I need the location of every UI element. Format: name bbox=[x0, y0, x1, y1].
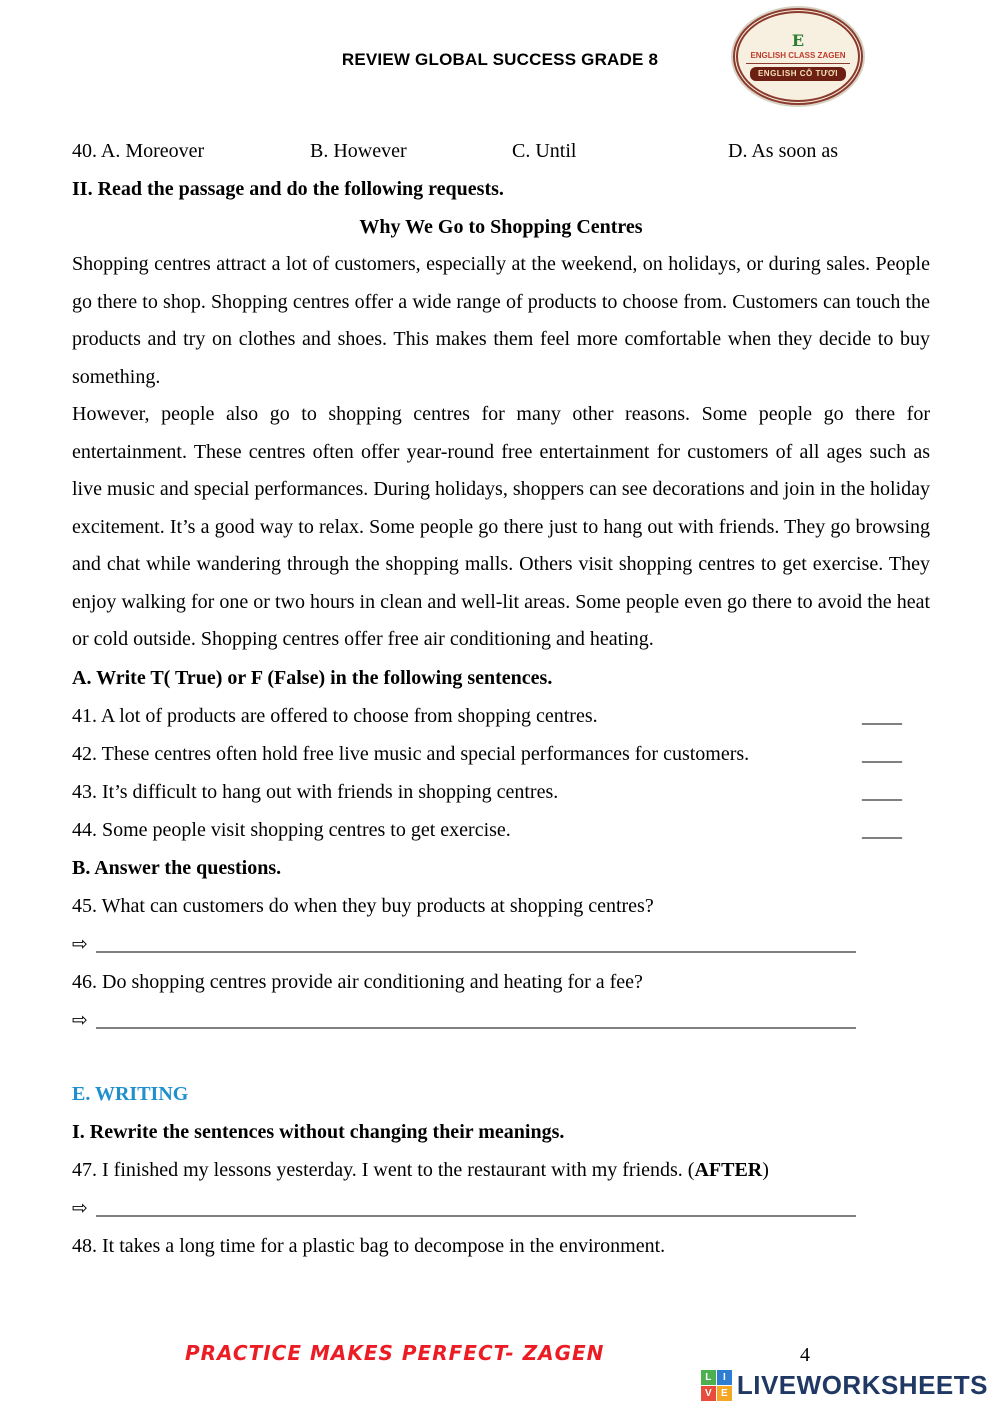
answer-blank[interactable]: ____________________________________________________________________________ bbox=[95, 932, 856, 955]
tf-answer-blank[interactable]: ____ bbox=[862, 742, 902, 765]
passage-title: Why We Go to Shopping Centres bbox=[359, 216, 643, 238]
liveworksheets-logo bbox=[701, 1370, 988, 1401]
right-arrow-icon: ⇨ bbox=[72, 1196, 88, 1219]
logo-title: ENGLISH CLASS ZAGEN bbox=[746, 51, 849, 64]
question-40-option-d: D. As soon as bbox=[728, 140, 839, 162]
english-class-logo bbox=[733, 8, 863, 105]
section-e-heading: E. WRITING bbox=[72, 1082, 189, 1105]
section-ii-heading: II. Read the passage and do the following requests. bbox=[72, 178, 504, 200]
brand-square-e: E bbox=[717, 1386, 732, 1401]
tf-item-text: 43. It’s difficult to hang out with friends in shopping centres. bbox=[72, 780, 559, 803]
tf-answer-blank[interactable]: ____ bbox=[862, 704, 902, 727]
brand-name: LIVEWORKSHEETS bbox=[736, 1370, 988, 1400]
tf-item-text: 41. A lot of products are offered to choose from shopping centres. bbox=[72, 704, 598, 727]
question-46: 46. Do shopping centres provide air conditioning and heating for a fee? bbox=[72, 970, 643, 993]
true-false-item-44 bbox=[72, 811, 930, 849]
true-false-item-42 bbox=[72, 735, 930, 773]
right-arrow-icon: ⇨ bbox=[72, 1008, 88, 1031]
question-40-options-row bbox=[72, 132, 930, 170]
tf-answer-blank[interactable]: ____ bbox=[862, 780, 902, 803]
footer-motto: PRACTICE MAKES PERFECT- ZAGEN bbox=[185, 1341, 605, 1365]
brand-square-l: L bbox=[701, 1370, 716, 1385]
question-45: 45. What can customers do when they buy products at shopping centres? bbox=[72, 894, 654, 917]
answer-line-47 bbox=[72, 1189, 930, 1227]
question-40-option-a: 40. A. Moreover bbox=[72, 140, 205, 162]
question-47-close: ) bbox=[762, 1158, 769, 1181]
document-title: REVIEW GLOBAL SUCCESS GRADE 8 bbox=[341, 50, 659, 69]
question-40-option-b: B. However bbox=[310, 140, 407, 162]
right-arrow-icon: ⇨ bbox=[72, 932, 88, 955]
answer-blank[interactable]: ____________________________________________________________________________ bbox=[95, 1008, 856, 1031]
tf-item-text: 44. Some people visit shopping centres to get exercise. bbox=[72, 818, 511, 841]
logo-monogram: E bbox=[791, 30, 805, 50]
question-40-option-c: C. Until bbox=[512, 140, 577, 162]
liveworksheets-icon bbox=[701, 1370, 732, 1401]
tf-item-text: 42. These centres often hold free live music and special performances for customers. bbox=[72, 742, 750, 765]
answer-line-45 bbox=[72, 925, 930, 963]
worksheet-content bbox=[72, 132, 930, 1265]
logo-subtitle: ENGLISH CÔ TƯƠI bbox=[750, 67, 846, 81]
brand-square-i: I bbox=[717, 1370, 732, 1385]
passage-paragraph-1: Shopping centres attract a lot of customers, especially at the weekend, on holidays, or during sales. People go there to shop. Shopping centres offer a wide range of products to choose from. Customers can touch the products and try on clothes and shoes. This makes them feel more comfortable when they decide to buy something. bbox=[72, 253, 930, 388]
answer-blank[interactable]: ____________________________________________________________________________ bbox=[95, 1196, 856, 1219]
brand-square-v: V bbox=[701, 1386, 716, 1401]
section-b-heading: B. Answer the questions. bbox=[72, 856, 282, 879]
question-47-keyword: AFTER bbox=[694, 1158, 763, 1181]
question-47-text: 47. I finished my lessons yesterday. I went to the restaurant with my friends. ( bbox=[72, 1158, 695, 1181]
tf-answer-blank[interactable]: ____ bbox=[862, 818, 902, 841]
page-number: 4 bbox=[800, 1344, 810, 1366]
answer-line-46 bbox=[72, 1001, 930, 1039]
section-a-heading: A. Write T( True) or F (False) in the following sentences. bbox=[72, 666, 553, 689]
true-false-item-43 bbox=[72, 773, 930, 811]
question-48: 48. It takes a long time for a plastic bag to decompose in the environment. bbox=[72, 1234, 666, 1257]
writing-sub-heading: I. Rewrite the sentences without changing their meanings. bbox=[72, 1120, 565, 1143]
true-false-item-41 bbox=[72, 697, 930, 735]
passage-paragraph-2: However, people also go to shopping centres for many other reasons. Some people go there for entertainment. These centres often offer year-round free entertainment for customers of all ages such as live music and special performances. During holidays, shoppers can see decorations and join in the holiday excitement. It’s a good way to relax. Some people go there just to hang out with friends. They go browsing and chat while wandering through the shopping malls. Others visit shopping centres to get exercise. They enjoy walking for one or two hours in clean and well-lit areas. Some people even go there to avoid the heat or cold outside. Shopping centres offer free air conditioning and heating. bbox=[72, 403, 930, 650]
question-47 bbox=[72, 1151, 930, 1189]
